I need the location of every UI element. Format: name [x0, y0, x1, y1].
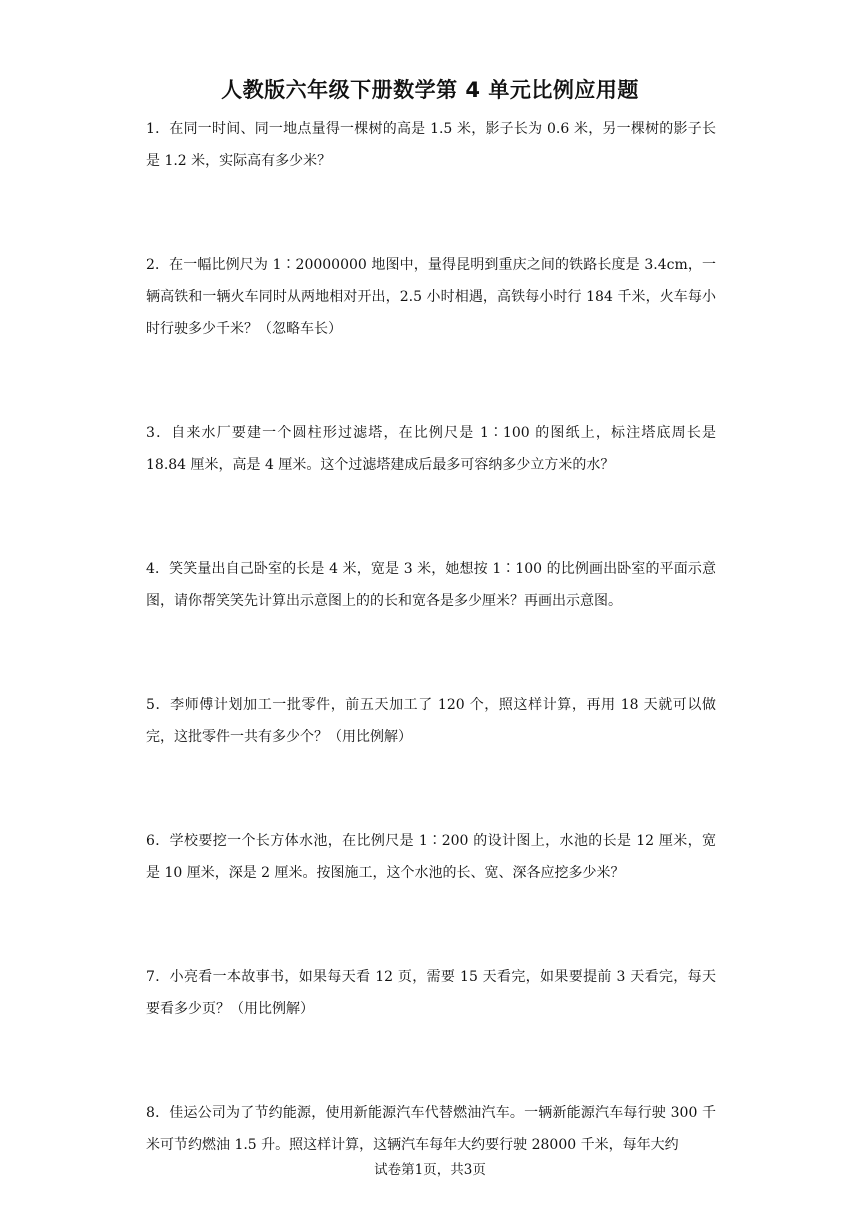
question-6: 6．学校要挖一个长方体水池，在比例尺是 1∶200 的设计图上，水池的长是 12 厘米，宽是 10 厘米，深是 2 厘米。按图施工，这个水池的长、宽、深各应挖多少米？	[146, 833, 716, 881]
question-8: 8．佳运公司为了节约能源，使用新能源汽车代替燃油汽车。一辆新能源汽车每行驶 300 千米可节约燃油 1.5 升。照这样计算，这辆汽车每年大约要行驶 28000 千米，每年大约	[146, 1105, 716, 1153]
page-footer: 试卷第1页，共3页	[374, 1162, 486, 1178]
question-7: 7．小亮看一本故事书，如果每天看 12 页，需要 15 天看完，如果要提前 3 天看完，每天要看多少页？（用比例解）	[146, 969, 716, 1017]
question-3: 3．自来水厂要建一个圆柱形过滤塔，在比例尺是 1∶100 的图纸上，标注塔底周长是 18.84 厘米，高是 4 厘米。这个过滤塔建成后最多可容纳多少立方米的水？	[146, 425, 716, 473]
document-title: 人教版六年级下册数学第 4 单元比例应用题	[221, 78, 639, 102]
question-4: 4．笑笑量出自己卧室的长是 4 米，宽是 3 米，她想按 1∶100 的比例画出卧室的平面示意图，请你帮笑笑先计算出示意图上的的长和宽各是多少厘米？再画出示意图。	[146, 561, 716, 609]
question-2: 2．在一幅比例尺为 1∶20000000 地图中，量得昆明到重庆之间的铁路长度是 3.4cm，一辆高铁和一辆火车同时从两地相对开出，2.5 小时相遇，高铁每小时行 184 千米，火车每小时行驶多少千米？（忽略车长）	[146, 257, 716, 337]
question-1: 1．在同一时间、同一地点量得一棵树的高是 1.5 米，影子长为 0.6 米，另一棵树的影子长是 1.2 米，实际高有多少米？	[146, 121, 716, 169]
question-5: 5．李师傅计划加工一批零件，前五天加工了 120 个，照这样计算，再用 18 天就可以做完，这批零件一共有多少个？（用比例解）	[146, 697, 716, 745]
